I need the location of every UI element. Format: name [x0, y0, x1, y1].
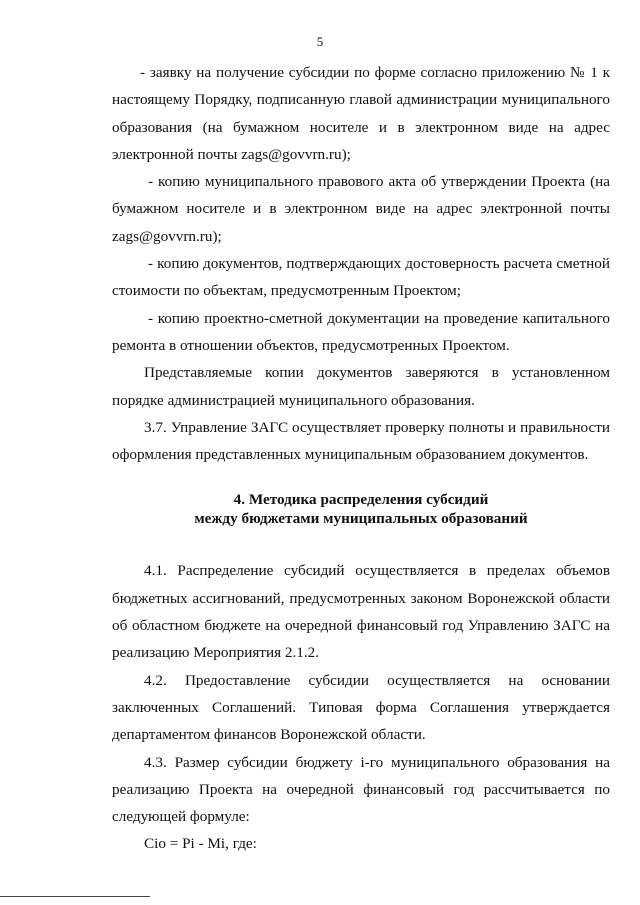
section-heading-line-2: между бюджетами муниципальных образований — [194, 509, 528, 527]
paragraph-4-2: 4.2. Предоставление субсидии осуществляется на основании заключенных Соглашений. Типовая форма Соглашения утверждается департаментом финансов Воронежской области. — [112, 671, 610, 744]
list-item-cost-documents: - копию документов, подтверждающих достоверность расчета сметной стоимости по объектам, предусмотренным Проектом; — [112, 255, 610, 300]
list-item-application: - заявку на получение субсидии по форме согласно приложению № 1 к настоящему Порядку, подписанную главой администрации муниципального образования (на бумажном носителе и в электронном виде на адрес электронной почты zags@govvrn.ru); — [112, 64, 610, 163]
formula: Сio = Рi - Мi, где: — [144, 835, 257, 853]
footnote-divider — [0, 896, 150, 897]
section-heading-line-1: 4. Методика распределения субсидий — [233, 491, 489, 509]
paragraph-certification: Представляемые копии документов заверяются в установленном порядке администрацией муниципального образования. — [112, 364, 610, 409]
list-item-legal-act: - копию муниципального правового акта об утверждении Проекта (на бумажном носителе и в электронном виде на адрес электронной почты zags@govvrn.ru); — [112, 173, 610, 245]
section-heading — [112, 491, 610, 528]
paragraph-4-1: 4.1. Распределение субсидий осуществляется в пределах объемов бюджетных ассигнований, предусмотренных законом Воронежской области об областном бюджете на очередной финансовый год Управлению ЗАГС на реализацию Мероприятия 2.1.2. — [112, 562, 610, 662]
page-number: 5 — [316, 34, 324, 49]
list-item-design-documentation: - копию проектно-сметной документации на проведение капитального ремонта в отношении объектов, предусмотренных Проектом. — [112, 309, 610, 354]
paragraph-4-3: 4.3. Размер субсидии бюджету i-го муниципального образования на реализацию Проекта на очередной финансовый год рассчитывается по следующей формуле: — [112, 753, 610, 826]
paragraph-3-7: 3.7. Управление ЗАГС осуществляет проверку полноты и правильности оформления представленных муниципальным образованием документов. — [112, 418, 610, 464]
document-body — [112, 59, 610, 858]
